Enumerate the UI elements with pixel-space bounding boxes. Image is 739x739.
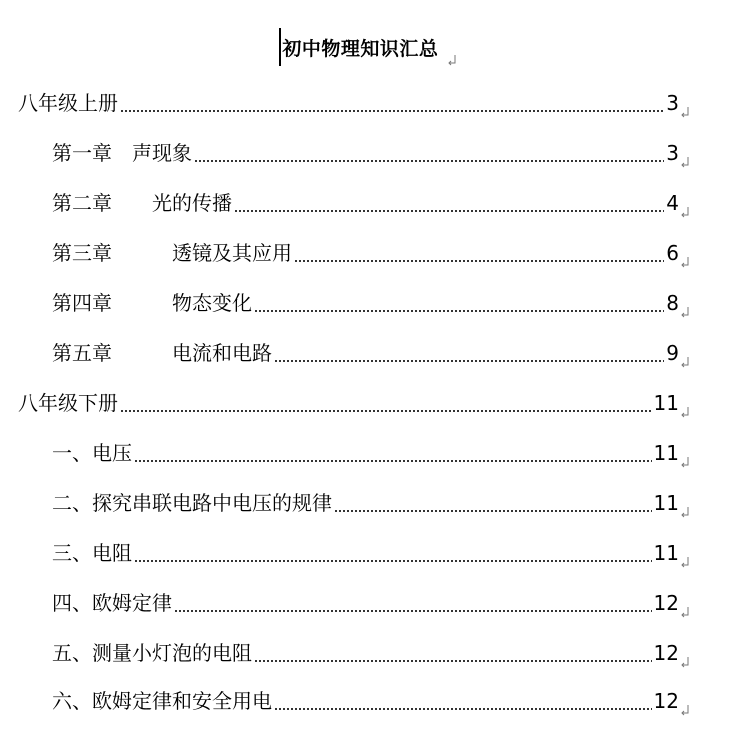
dot-leader: [120, 88, 664, 118]
document-title[interactable]: [282, 32, 456, 66]
paragraph-mark-icon: [680, 206, 690, 218]
toc-entry-section-6[interactable]: [52, 686, 690, 716]
paragraph-mark-icon: [680, 704, 690, 716]
paragraph-mark-icon: [680, 106, 690, 118]
toc-entry-label: 三、电阻: [52, 541, 132, 565]
toc-entry-label: 六、欧姆定律和安全用电: [52, 689, 272, 713]
paragraph-mark-icon: [680, 456, 690, 468]
dot-leader: [120, 388, 652, 418]
toc-entry-label: 五、测量小灯泡的电阻: [52, 641, 252, 665]
toc-entry-section-5[interactable]: [52, 638, 690, 668]
paragraph-mark-icon: [680, 506, 690, 518]
paragraph-mark-icon: [680, 256, 690, 268]
toc-entry-section-2[interactable]: [52, 488, 690, 518]
toc-page-number: 12: [653, 689, 679, 713]
dot-leader: [254, 288, 664, 318]
toc-page-number: 12: [653, 641, 679, 665]
dot-leader: [234, 188, 664, 218]
toc-entry-part-2[interactable]: [18, 388, 690, 418]
toc-page-number: 11: [653, 541, 679, 565]
text-cursor: [279, 28, 281, 66]
toc-entry-label: 第二章 光的传播: [52, 191, 232, 215]
toc-page-number: 3: [666, 141, 679, 165]
dot-leader: [194, 138, 664, 168]
toc-entry-chapter-4[interactable]: [52, 288, 690, 318]
paragraph-mark-icon: [680, 156, 690, 168]
toc-entry-label: 第一章 声现象: [52, 141, 192, 165]
toc-entry-label: 四、欧姆定律: [52, 591, 172, 615]
paragraph-mark-icon: [447, 54, 457, 66]
toc-page-number: 4: [666, 191, 679, 215]
toc-entry-chapter-2[interactable]: [52, 188, 690, 218]
dot-leader: [134, 438, 652, 468]
toc-page-number: 11: [653, 441, 679, 465]
dot-leader: [334, 488, 652, 518]
paragraph-mark-icon: [680, 606, 690, 618]
dot-leader: [274, 686, 652, 716]
toc-entry-label: 二、探究串联电路中电压的规律: [52, 491, 332, 515]
dot-leader: [174, 588, 652, 618]
paragraph-mark-icon: [680, 356, 690, 368]
toc-page-number: 6: [666, 241, 679, 265]
dot-leader: [254, 638, 652, 668]
document-title-text: 初中物理知识汇总: [282, 38, 439, 60]
toc-entry-label: 八年级上册: [18, 91, 118, 115]
toc-entry-chapter-3[interactable]: [52, 238, 690, 268]
paragraph-mark-icon: [680, 306, 690, 318]
paragraph-mark-icon: [680, 656, 690, 668]
toc-page-number: 11: [653, 491, 679, 515]
toc-entry-chapter-1[interactable]: [52, 138, 690, 168]
toc-entry-label: 八年级下册: [18, 391, 118, 415]
toc-page-number: 8: [666, 291, 679, 315]
dot-leader: [294, 238, 664, 268]
toc-entry-label: 第四章 物态变化: [52, 291, 252, 315]
toc-page-number: 3: [666, 91, 679, 115]
toc-page-number: 12: [653, 591, 679, 615]
paragraph-mark-icon: [680, 406, 690, 418]
toc-entry-chapter-5[interactable]: [52, 338, 690, 368]
toc-page-number: 9: [666, 341, 679, 365]
dot-leader: [274, 338, 664, 368]
toc-entry-section-4[interactable]: [52, 588, 690, 618]
toc-page-number: 11: [653, 391, 679, 415]
toc-entry-section-1[interactable]: [52, 438, 690, 468]
toc-entry-label: 一、电压: [52, 441, 132, 465]
title-row: [0, 32, 739, 66]
paragraph-mark-icon: [680, 556, 690, 568]
toc-entry-section-3[interactable]: [52, 538, 690, 568]
toc-entry-label: 第五章 电流和电路: [52, 341, 272, 365]
dot-leader: [134, 538, 652, 568]
toc-entry-label: 第三章 透镜及其应用: [52, 241, 292, 265]
toc-entry-part-1[interactable]: [18, 88, 690, 118]
